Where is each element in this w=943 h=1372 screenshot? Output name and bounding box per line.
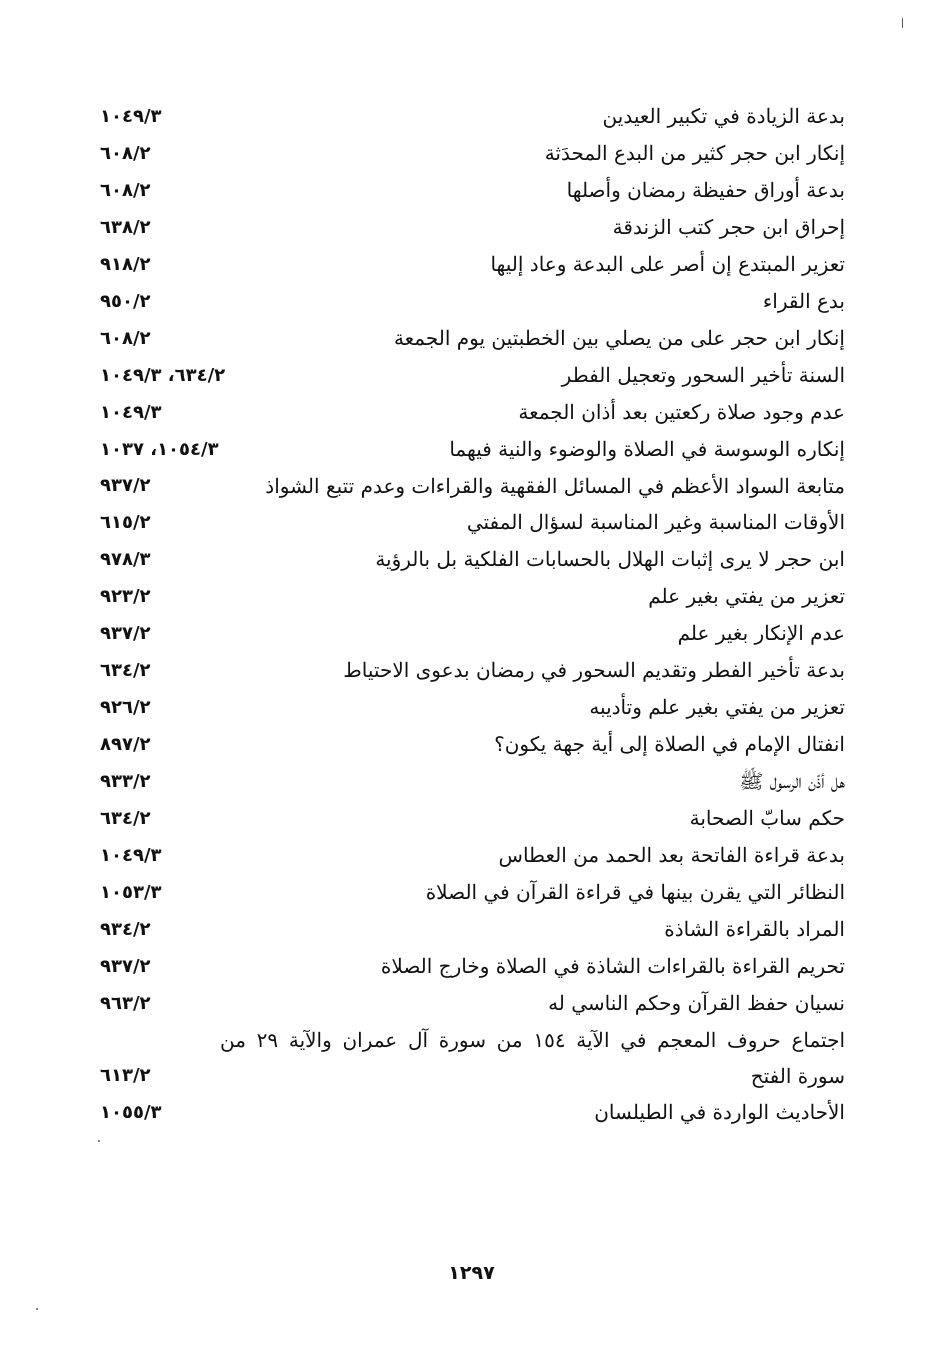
entry-topic: تعزير من يفتي بغير علم [648, 584, 845, 608]
entry-page-reference: ١٠٤٩/٣ [100, 106, 162, 127]
entry-page-reference: ١٠٤٩/٣ [100, 845, 162, 866]
entry-topic: ابن حجر لا يرى إثبات الهلال بالحسابات الفلكية بل بالرؤية [375, 547, 845, 571]
index-entry [100, 985, 845, 1022]
entry-topic: إنكار ابن حجر على من يصلي بين الخطبتين يوم الجمعة [393, 326, 845, 350]
index-entry [100, 837, 845, 874]
entry-topic: إنكار ابن حجر كثير من البدع المحدَثة [544, 141, 845, 165]
scan-speck [98, 1140, 100, 1142]
entry-topic: الأوقات المناسبة وغير المناسبة لسؤال المفتي [466, 510, 845, 534]
index-entry [100, 431, 845, 468]
entry-page-reference: ٩٣٧/٢ [100, 623, 151, 644]
entry-page-reference: ٦١٣/٢ [100, 1065, 151, 1086]
entry-topic: بدع القراء [762, 289, 845, 313]
entry-page-reference: ٩٥٠/٢ [100, 291, 151, 312]
entry-page-reference: ١٠٥٤/٣، ١٠٣٧ [100, 439, 219, 460]
index-entry [100, 172, 845, 209]
index-entry [100, 1094, 845, 1131]
entry-topic: حكم سابّ الصحابة [689, 806, 845, 830]
index-entry [100, 135, 845, 172]
entry-topic: نسيان حفظ القرآن وحكم الناسي له [548, 991, 845, 1015]
entry-topic: عدم وجود صلاة ركعتين بعد أذان الجمعة [518, 400, 845, 424]
index-entry [100, 246, 845, 283]
entry-page-reference: ٦٠٨/٢ [100, 143, 151, 164]
entry-topic: المراد بالقراءة الشاذة [664, 917, 845, 941]
entry-topic: إحراق ابن حجر كتب الزندقة [612, 215, 845, 239]
index-entry [100, 763, 845, 800]
page-number: ١٢٩٧ [448, 1262, 495, 1284]
entry-topic: انفتال الإمام في الصلاة إلى أية جهة يكون؟ [494, 732, 845, 756]
index-entry [100, 320, 845, 357]
entry-page-reference: ٦٣٤/٢ [100, 808, 151, 829]
index-entry [100, 209, 845, 246]
entry-topic: بدعة الزيادة في تكبير العيدين [602, 104, 845, 128]
entry-topic: النظائر التي يقرن بينها في قراءة القرآن في الصلاة [425, 880, 845, 904]
index-entry [100, 911, 845, 948]
index-entry [100, 652, 845, 689]
entry-topic: عدم الإنكار بغير علم [677, 621, 845, 645]
index-entry [100, 726, 845, 763]
entry-page-reference: ٦٠٨/٢ [100, 180, 151, 201]
entry-page-reference: ٩٧٨/٣ [100, 549, 151, 570]
index-entry [100, 357, 845, 394]
entry-topic: الأحاديث الواردة في الطيلسان [594, 1100, 845, 1124]
entry-topic: متابعة السواد الأعظم في المسائل الفقهية والقراءات وعدم تتبع الشواذ [265, 474, 845, 498]
scan-speck [36, 1308, 38, 1310]
entry-page-reference: ١٠٥٥/٣ [100, 1102, 162, 1123]
entry-topic: تعزير من يفتي بغير علم وتأديبه [589, 695, 845, 719]
entry-topic: تعزير المبتدع إن أصر على البدعة وعاد إليها [490, 252, 845, 276]
index-entry [100, 394, 845, 431]
entry-page-reference: ٦٣٨/٢ [100, 217, 151, 238]
index-entry-list [100, 98, 845, 1131]
entry-topic: تحريم القراءة بالقراءات الشاذة في الصلاة وخارج الصلاة [380, 954, 845, 978]
entry-page-reference: ١٠٤٩/٣ [100, 402, 162, 423]
entry-page-reference: ٩٣٧/٢ [100, 475, 151, 496]
entry-page-reference: ٩٢٣/٢ [100, 586, 151, 607]
entry-page-reference: ٦٠٨/٢ [100, 328, 151, 349]
entry-topic: السنة تأخير السحور وتعجيل الفطر [561, 363, 845, 387]
entry-page-reference: ٩٦٣/٢ [100, 993, 151, 1014]
index-entry [100, 578, 845, 615]
index-entry [100, 874, 845, 911]
index-entry [100, 689, 845, 726]
entry-page-reference: ٦٣٤/٢ [100, 660, 151, 681]
entry-page-reference: ٩١٨/٢ [100, 254, 151, 275]
entry-page-reference: ٨٩٧/٢ [100, 734, 151, 755]
entry-page-reference: ٦١٥/٢ [100, 512, 151, 533]
index-entry [100, 98, 845, 135]
entry-topic: اجتماع حروف المعجم في الآية ١٥٤ من سورة آل عمران والآية ٢٩ من سورة الفتح [220, 1028, 845, 1088]
index-entry [100, 1022, 845, 1094]
entry-topic: بدعة قراءة الفاتحة بعد الحمد من العطاس [498, 843, 845, 867]
entry-page-reference: ٩٣٤/٢ [100, 919, 151, 940]
entry-page-reference: ٩٣٣/٢ [100, 771, 151, 792]
index-entry [100, 615, 845, 652]
entry-topic: بدعة تأخير الفطر وتقديم السحور في رمضان بدعوى الاحتياط [343, 658, 845, 682]
entry-page-reference: ١٠٥٣/٣ [100, 882, 162, 903]
entry-page-reference: ٩٣٧/٢ [100, 956, 151, 977]
entry-page-reference: ٦٣٤/٢، ١٠٤٩/٣ [100, 365, 226, 386]
index-entry [100, 283, 845, 320]
scan-speck [902, 18, 903, 28]
entry-topic: بدعة أوراق حفيظة رمضان وأصلها [566, 178, 845, 202]
index-entry [100, 948, 845, 985]
index-entry [100, 504, 845, 541]
entry-page-reference: ٩٢٦/٢ [100, 697, 151, 718]
index-entry [100, 468, 845, 504]
entry-topic: هل أذّن الرسول ﷺ [739, 769, 845, 793]
entry-topic: إنكاره الوسوسة في الصلاة والوضوء والنية فيهما [449, 437, 845, 461]
index-entry [100, 541, 845, 578]
index-entry [100, 800, 845, 837]
